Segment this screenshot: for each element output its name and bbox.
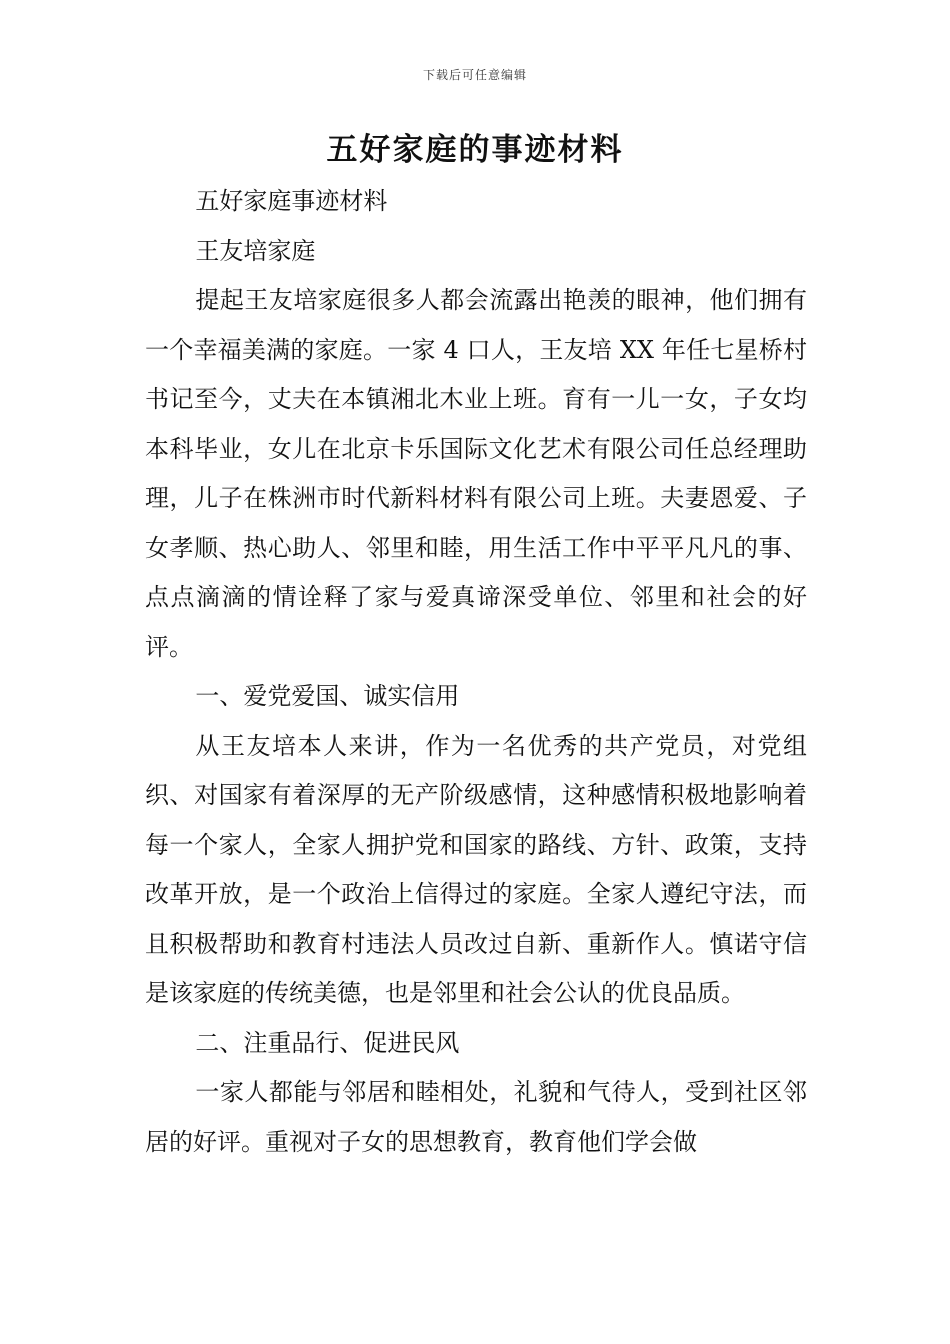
subtitle: 五好家庭事迹材料 (195, 187, 388, 215)
paragraph-intro: 提起王友培家庭很多人都会流露出艳羡的眼神，他们拥有一个幸福美满的家庭。一家 4 口人，王友培 XX 年任七星桥村书记至今，丈夫在本镇湘北木业上班。育有一儿一女，子女均本科毕业，女儿在北京卡乐国际文化艺术有限公司任总经理助理，儿子在株洲市时代新料材料有限公司上班。夫妻恩爱、子女孝顺、热心助人、邻里和睦，用生活工作中平平凡凡的事、点点滴滴的情诠释了家与爱真谛深受单位、邻里和社会的好评。 (145, 286, 807, 661)
document-title: 五好家庭的事迹材料 (326, 132, 624, 168)
family-name: 王友培家庭 (195, 236, 316, 265)
paragraph-section-2: 一家人都能与邻居和睦相处，礼貌和气待人，受到社区邻居的好评。重视对子女的思想教育，教育他们学会做 (145, 1078, 807, 1156)
section-heading-1: 一、爱党爱国、诚实信用 (195, 682, 460, 710)
section-heading-2: 二、注重品行、促进民风 (195, 1028, 460, 1057)
header-note: 下载后可任意编辑 (422, 68, 527, 82)
paragraph-section-1: 从王友培本人来讲，作为一名优秀的共产党员，对党组织、对国家有着深厚的无产阶级感情，这种感情积极地影响着每一个家人，全家人拥护党和国家的路线、方针、政策，支持改革开放，是一个政治上信得过的家庭。全家人遵纪守法，而且积极帮助和教育村违法人员改过自新、重新作人。慎诺守信是该家庭的传统美德，也是邻里和社会公认的优良品质。 (145, 731, 807, 1007)
document-body (145, 177, 807, 1167)
